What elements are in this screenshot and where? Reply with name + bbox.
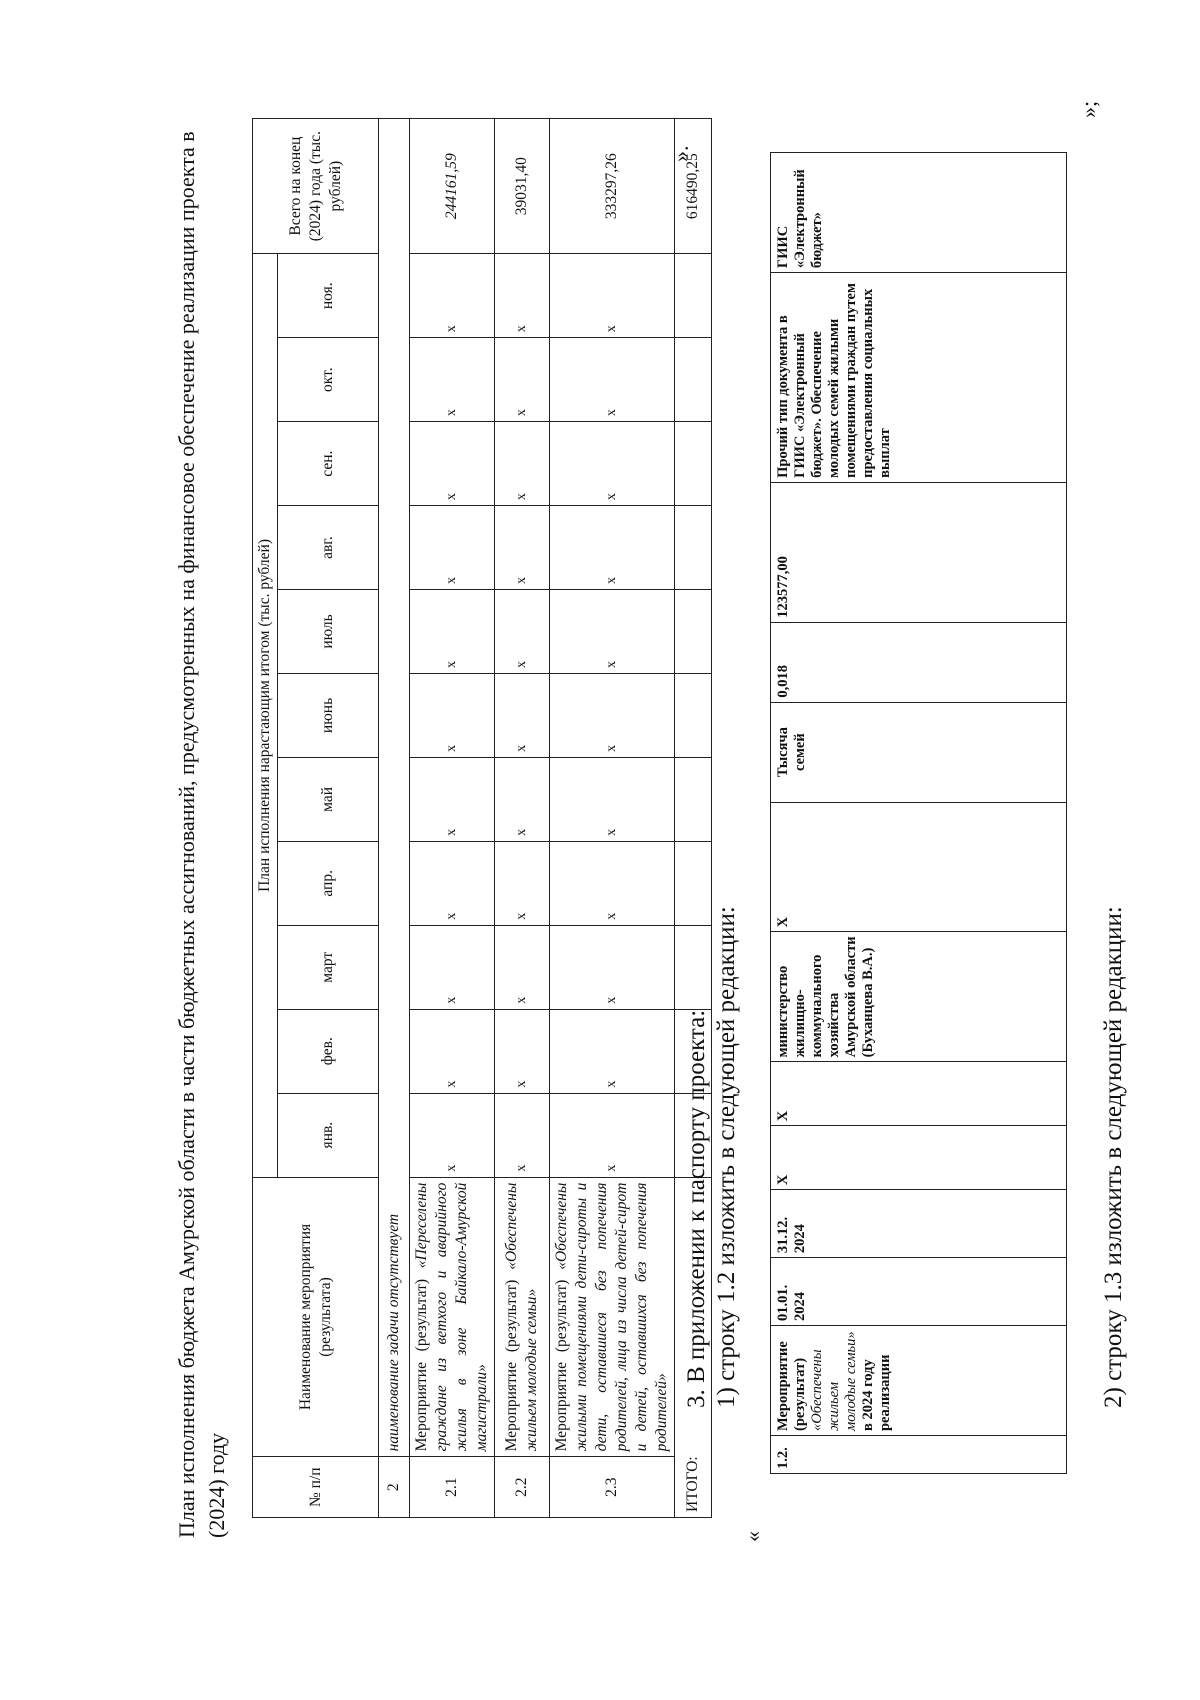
month-mark: x [410, 1009, 495, 1093]
month-mark: x [410, 1093, 495, 1177]
month-mark: x [410, 757, 495, 841]
row-name-prefix: Мероприятие (результат) [503, 1279, 520, 1452]
row-total: 333297,26 [550, 119, 675, 254]
month-mark: x [550, 1093, 675, 1177]
row-name-italic: «Переселены граждане из ветхого и аварийного жилья в зоне Байкало-Амурской магистрали» [413, 1182, 490, 1452]
row-name [550, 1177, 675, 1457]
task-text: наименование задачи отсутствует [379, 119, 410, 1457]
row-name-italic: «Обеспечены жильем молодые семьи» [809, 1331, 859, 1432]
row-name-bold2: в 2024 году реализации [860, 1354, 893, 1432]
month-mark: x [495, 506, 550, 590]
itogo-total: 616490,25 [675, 119, 712, 254]
task-number: 2 [379, 1457, 410, 1518]
month-mark: x [410, 422, 495, 506]
month-mark: x [410, 254, 495, 338]
month-header: июль [278, 590, 379, 674]
month-header: июнь [278, 673, 379, 757]
section2-heading: 2) строку 1.3 изложить в следующей редакции: [1100, 906, 1127, 1408]
row-x2: Х [771, 1062, 1067, 1126]
table-row [495, 119, 550, 1518]
month-mark: x [550, 338, 675, 422]
month-mark: x [495, 590, 550, 674]
month-mark: x [410, 673, 495, 757]
month-mark: x [550, 506, 675, 590]
month-header: янв. [278, 1093, 379, 1177]
row-name-prefix: Мероприятие (результат) [413, 1278, 430, 1452]
col-header-plan: План исполнения нарастающим итогом (тыс. рублей) [253, 254, 278, 1177]
section3-subheading: 1) строку 1.2 изложить в следующей редакции: [713, 906, 740, 1408]
month-mark: x [410, 841, 495, 925]
section3-heading: 3. В приложении к паспорту проекта: [683, 1009, 710, 1408]
month-mark: x [495, 254, 550, 338]
row-no: 1.2. [771, 1436, 1067, 1474]
row-number: 2.3 [550, 1457, 675, 1518]
row-amount: 123577,00 [771, 482, 1067, 622]
row-name-bold1: Мероприятие (результат) [775, 1341, 808, 1432]
row-number: 2.2 [495, 1457, 550, 1518]
row-doc-type: Прочий тип документа в ГИИС «Электронный бюджет». Обеспечение молодых семей жилыми помещениями граждан путем предоставления социальных выплат [771, 273, 1067, 483]
month-mark: x [495, 1009, 550, 1093]
passport-row-table [770, 152, 1067, 1474]
month-mark: x [495, 1093, 550, 1177]
month-mark: x [550, 590, 675, 674]
col-header-name: Наименование мероприятия (результата) [253, 1177, 379, 1457]
month-mark: x [550, 757, 675, 841]
closing-quote-1: ». [668, 145, 693, 162]
month-mark: x [550, 422, 675, 506]
row-unit: Тысяча семей [771, 702, 1067, 802]
row-start: 01.01. 2024 [771, 1258, 1067, 1326]
month-header: ноя. [278, 254, 379, 338]
month-mark: x [410, 925, 495, 1009]
month-header: фев. [278, 1009, 379, 1093]
month-header: окт. [278, 338, 379, 422]
month-header: май [278, 757, 379, 841]
row-name-italic: «Обеспечены жильем молодые семьи» [503, 1182, 540, 1452]
month-header: сен. [278, 422, 379, 506]
col-header-total: Всего на конец (2024) года (тыс. рублей) [253, 119, 379, 254]
month-mark: x [495, 422, 550, 506]
row-x3: Х [771, 802, 1067, 932]
month-header: авг. [278, 506, 379, 590]
month-mark: x [550, 841, 675, 925]
row-value: 0,018 [771, 622, 1067, 702]
month-mark: x [550, 254, 675, 338]
month-mark: x [410, 338, 495, 422]
budget-plan-table [252, 118, 712, 1518]
task-row [379, 119, 410, 1518]
row-total: 39031,40 [495, 119, 550, 254]
col-header-no: № п/п [253, 1457, 379, 1518]
row-total: 244161,59 [410, 119, 495, 254]
table-row [410, 119, 495, 1518]
row-name-prefix: Мероприятие (результат) [553, 1279, 570, 1452]
row-system: ГИИС «Электронный бюджет» [771, 153, 1067, 273]
month-mark: x [495, 757, 550, 841]
closing-quote-2: »; [1076, 100, 1101, 118]
month-mark: x [495, 673, 550, 757]
row-number: 2.1 [410, 1457, 495, 1518]
month-header: апр. [278, 841, 379, 925]
table-header-row [253, 119, 278, 1518]
row-name [410, 1177, 495, 1457]
month-mark: x [410, 590, 495, 674]
table-row [550, 119, 675, 1518]
row-name [495, 1177, 550, 1457]
month-header: март [278, 925, 379, 1009]
itogo-label: ИТОГО: [675, 1177, 712, 1517]
open-quote: « [740, 1531, 765, 1542]
month-mark: x [495, 925, 550, 1009]
row-1-2 [771, 153, 1067, 1474]
row-name [771, 1326, 1067, 1436]
month-mark: x [495, 338, 550, 422]
month-mark: x [550, 673, 675, 757]
month-mark: x [550, 1009, 675, 1093]
row-end: 31.12. 2024 [771, 1190, 1067, 1258]
month-mark: x [495, 841, 550, 925]
row-name-italic: «Обеспечены жилыми помещениями дети-сироты и дети, оставшиеся без попечения родителей, лица из числа детей-сирот и детей, оставшихся без попечения родителей» [553, 1182, 670, 1452]
month-mark: x [550, 925, 675, 1009]
month-mark: x [410, 506, 495, 590]
page-title: План исполнения бюджета Амурской области в части бюджетных ассигнований, предусмотренных на финансовое обеспечение реализации проекта в (2024) году [174, 131, 229, 1538]
row-responsible: министерство жилищно-коммунального хозяйства Амурской области (Буханцева В.А.) [771, 932, 1067, 1062]
row-x1: Х [771, 1126, 1067, 1190]
